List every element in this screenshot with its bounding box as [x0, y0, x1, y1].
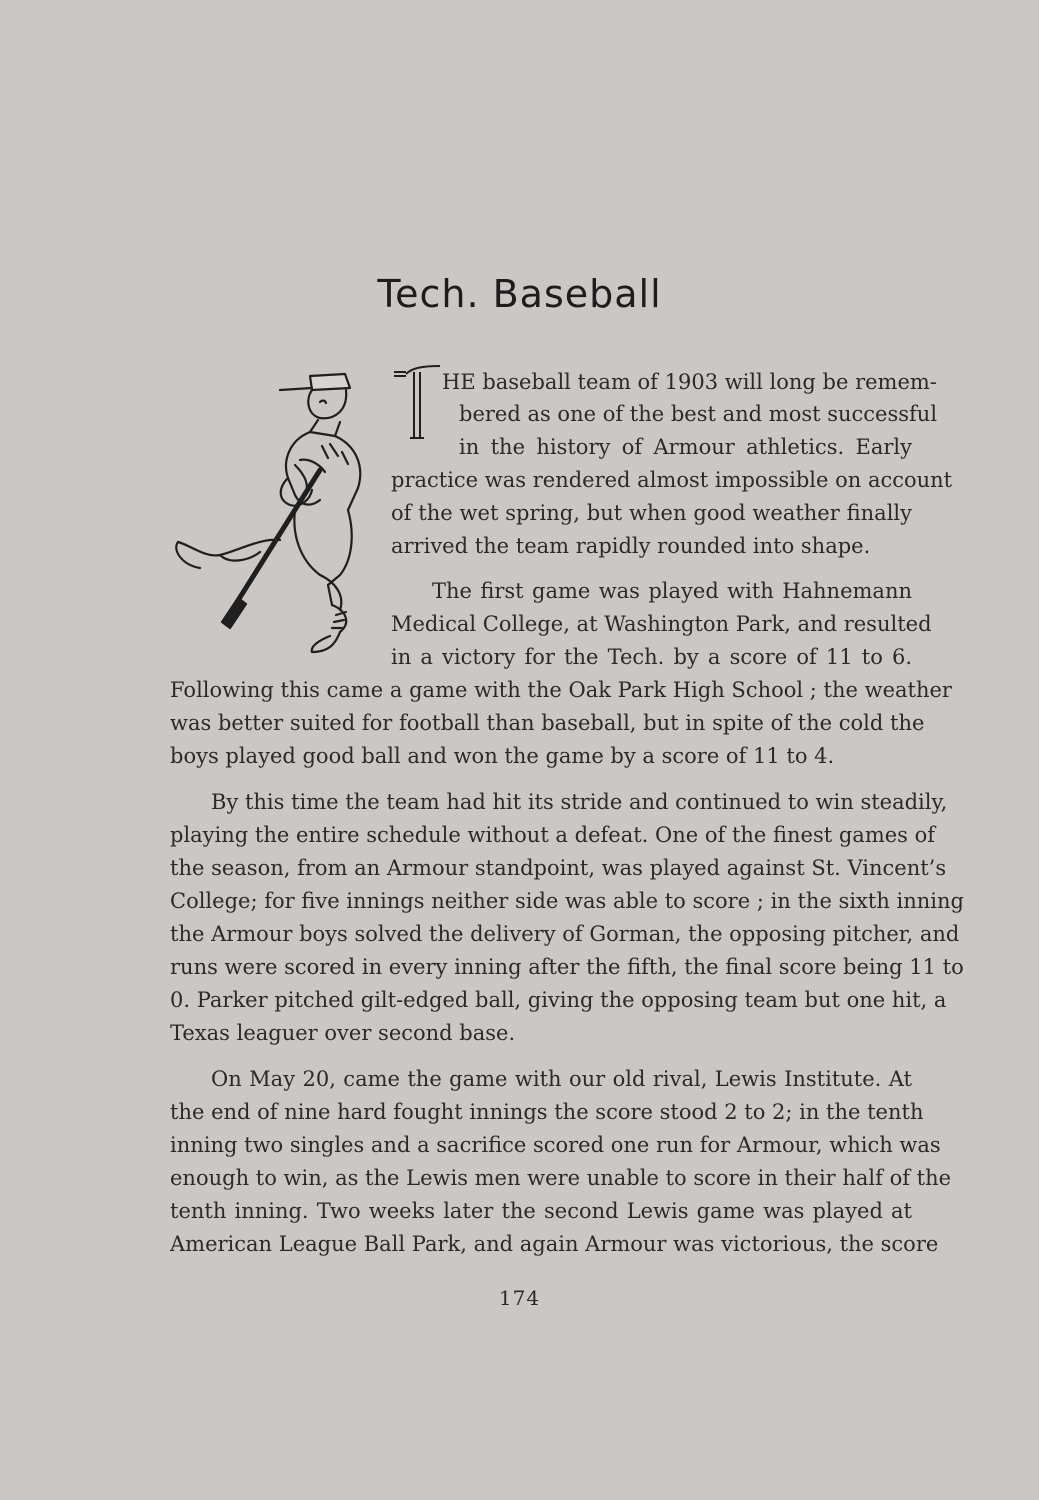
paragraph-3-line-8: Texas leaguer over second base.	[170, 1021, 516, 1045]
page-number: 174	[498, 1286, 541, 1310]
paragraph-3-line-4: College; for five innings neither side was able to score ; in the sixth inning	[170, 889, 964, 913]
paragraph-2-line-2: Medical College, at Washington Park, and resulted	[391, 612, 932, 636]
paragraph-2-line-6: boys played good ball and won the game by a score of 11 to 4.	[170, 744, 835, 768]
paragraph-4-line-2: the end of nine hard fought innings the score stood 2 to 2; in the tenth	[170, 1100, 924, 1124]
paragraph-4-line-1: On May 20, came the game with our old rival, Lewis Institute. At	[211, 1067, 912, 1091]
paragraph-2-line-4: Following this came a game with the Oak Park High School ; the weather	[170, 678, 952, 702]
paragraph-1-line-1: HE baseball team of 1903 will long be remem-	[442, 370, 937, 394]
paragraph-4-line-4: enough to win, as the Lewis men were unable to score in their half of the	[170, 1166, 952, 1190]
paragraph-1-line-6: arrived the team rapidly rounded into shape.	[391, 534, 871, 558]
paragraph-1-line-4: practice was rendered almost impossible on account	[391, 468, 953, 492]
paragraph-1-line-5: of the wet spring, but when good weather finally	[391, 501, 912, 525]
paragraph-4-line-5: tenth inning. Two weeks later the second Lewis game was played at	[170, 1199, 912, 1223]
paragraph-3-line-3: the season, from an Armour standpoint, was played against St. Vincent’s	[170, 856, 947, 880]
paragraph-1-line-3: in the history of Armour athletics. Early	[459, 435, 912, 459]
paragraph-3-line-1: By this time the team had hit its stride and continued to win steadily,	[211, 790, 948, 814]
paragraph-2-line-3: in a victory for the Tech. by a score of 11 to 6.	[391, 645, 912, 669]
paragraph-3-line-7: 0. Parker pitched gilt-edged ball, giving the opposing team but one hit, a	[170, 988, 947, 1012]
paragraph-3-line-6: runs were scored in every inning after the fifth, the final score being 11 to	[170, 955, 964, 979]
paragraph-3-line-5: the Armour boys solved the delivery of Gorman, the opposing pitcher, and	[170, 922, 960, 946]
paragraph-1-line-2: bered as one of the best and most successful	[459, 402, 938, 426]
paragraph-4-line-3: inning two singles and a sacrifice scored one run for Armour, which was	[170, 1133, 941, 1157]
paragraph-3-line-2: playing the entire schedule without a defeat. One of the finest games of	[170, 823, 936, 847]
paragraph-2-line-5: was better suited for football than baseball, but in spite of the cold the	[170, 711, 925, 735]
paragraph-2-line-1: The first game was played with Hahnemann	[432, 579, 912, 603]
page-title: Tech. Baseball	[377, 272, 662, 316]
baseball-player-illustration	[160, 360, 380, 660]
paragraph-4-line-6: American League Ball Park, and again Armour was victorious, the score	[170, 1232, 939, 1256]
dropcap-t	[392, 362, 442, 440]
